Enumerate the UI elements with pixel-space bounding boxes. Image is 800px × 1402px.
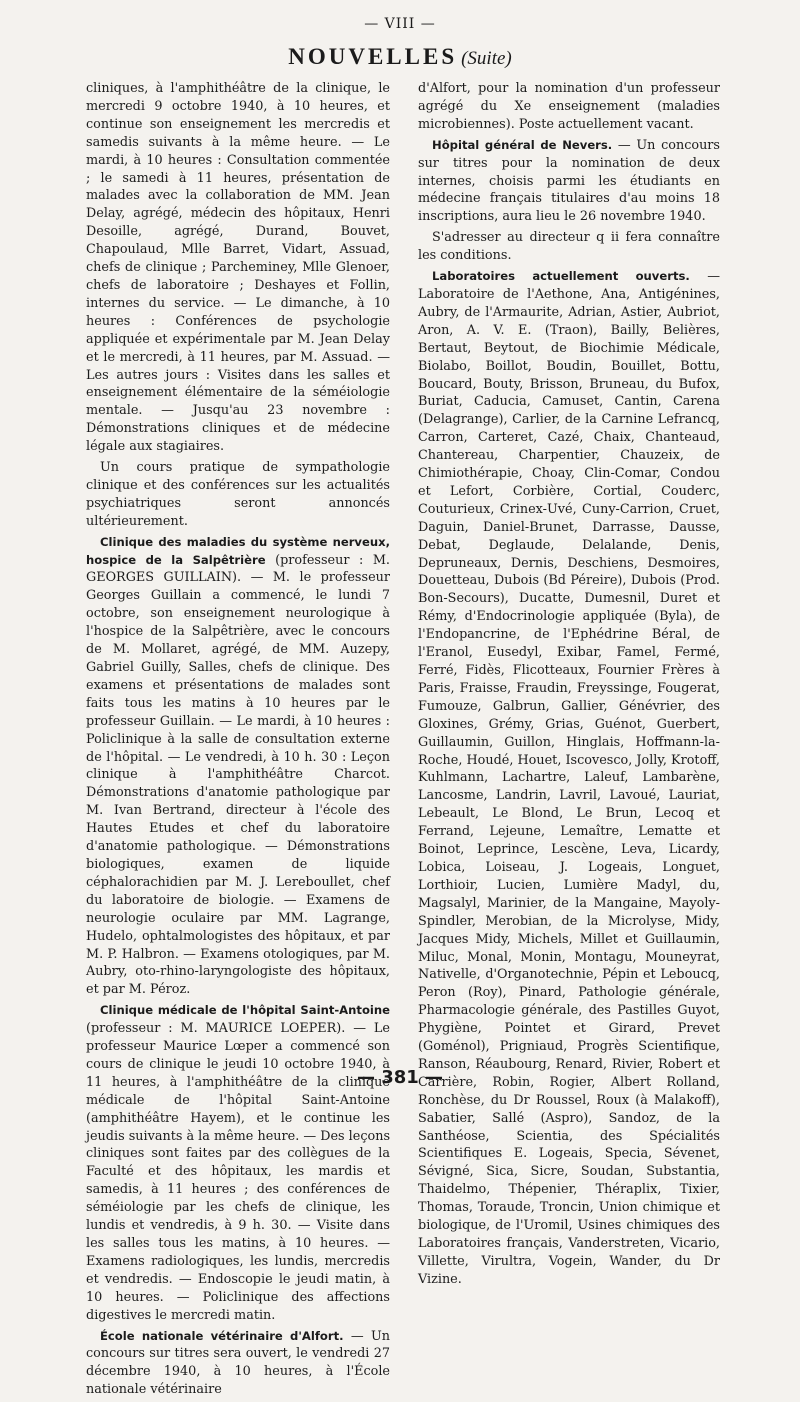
paragraph: d'Alfort, pour la nomination d'un professeur agrégé du Xe enseignement (maladies microbiennes). Poste actuellement vacant. [418, 81, 720, 132]
title-main: NOUVELLES [288, 44, 458, 69]
title-suite: (Suite) [461, 48, 512, 69]
section-heading: Clinique des maladies du système nerveux, hospice de la Salpêtrière [86, 534, 390, 567]
section-heading: Laboratoires actuellement ouverts. [432, 269, 690, 284]
left-column [86, 80, 390, 1402]
section-paragraph [86, 1002, 390, 1324]
paragraph: cliniques, à l'amphithéâtre de la clinique, le mercredi 9 octobre 1940, à 10 heures, et continue son enseignement les mercredis et samedis suivants à la même heure. — Le mardi, à 10 heures : Consultation commentée ; le samedi à 11 heures, présentation de malades avec la collaboration de MM. Jean Delay, agrégé, médecin des hôpitaux, Henri Desoille, agrégé, Durand, Bouvet, Chapoulaud, Mlle Barret, Vidart, Assuad, chefs de clinique ; Parcheminey, Mlle Glenoer, chefs de laboratoire ; Deshayes et Follin, internes du service. — Le dimanche, à 10 heures : Conférences de psychologie appliquée et expérimentale par M. Jean Delay et le mercredi, à 11 heures, par M. Assuad. — Les autres jours : Visites dans les salles et enseignement élémentaire de la séméiologie mentale. — Jusqu'au 23 novembre : Démonstrations cliniques et de médecine légale aux stagiaires. [86, 81, 390, 455]
paragraph: Un cours pratique de sympathologie clinique et des conférences sur les actualités psychiatriques seront annoncés ultérieurement. [86, 460, 390, 529]
section-paragraph [86, 534, 390, 1000]
section-paragraph [418, 268, 720, 1289]
section-body: — Laboratoire de l'Aethone, Ana, Antigénines, Aubry, de l'Armaurite, Adrian, Astier, Aubriot, Aron, A. V. E. (Traon), Bailly, Belières, Bertaut, Beytout, de Biochimie Médicale, Biolabo, Boillot, Boudin, Bouillet, Bottu, Boucard, Bouty, Brisson, Bruneau, du Bufox, Buriat, Caducia, Camuset, Cantin, Carena (Delagrange), Carlier, de la Carnine Lefrancq, Carron, Carteret, Cazé, Chaix, Chanteaud, Chantereau, Charpentier, Chauzeix, de Chimiothérapie, Choay, Clin-Comar, Condou et Lefort, Corbière, Cortial, Couderc, Couturieux, Crinex-Uvé, Cuny-Carrion, Cruet, Daguin, Daniel-Brunet, Darrasse, Dausse, Debat, Deglaude, Delalande, Denis, Depruneaux, Dernis, Deschiens, Desmoires, Douetteau, Dubois (Bd Péreire), Dubois (Prod. Bon-Secours), Ducatte, Dumesnil, Duret et Rémy, d'Endocrinologie appliquée (Byla), de l'Endopancrine, de l'Ephédrine Béral, de l'Eranol, Eusedyl, Exibar, Famel, Fermé, Ferré, Fidès, Flicotteaux, Fournier Frères à Paris, Fraisse, Fraudin, Freyssinge, Fougerat, Fumouze, Galbrun, Gallier, Génévrier, des Gloxines, Grémy, Grias, Guénot, Guerbert, Guillaumin, Guillon, Hinglais, Hoffmann-la-Roche, Houdé, Houet, Iscovesco, Jolly, Krotoff, Kuhlmann, Lachartre, Laleuf, Lambarène, Lancosme, Landrin, Lavril, Lavoué, Lauriat, Lebeault, Le Blond, Le Brun, Lecoq et Ferrand, Lejeune, Lemaître, Lematte et Boinot, Leprince, Lescène, Leva, Licardy, Lobica, Loiseau, J. Logeais, Longuet, Lorthioir, Lucien, Lumière Madyl, du, Magsalyl, Marinier, de la Mangaine, Mayoly-Spindler, Merobian, de la Microlyse, Midy, Jacques Midy, Michels, Millet et Guillaumin, Miluc, Monal, Monin, Montagu, Mouneyrat, Nativelle, d'Organotechnie, Pépin et Leboucq, Peron (Roy), Pinard, Pathologie générale, Pharmacologie générale, des Pastilles Guyot, Phygiène, Pointet et Girard, Prevet (Goménol), Prigniaud, Progrès Scientifique, Ranson, Réaubourg, Renard, Rivier, Robert et Carrière, Robin, Rogier, Albert Rolland, Ronchèse, du Dr Roussel, Roux (à Malakoff), Sabatier, Sallé (Aspro), Sandoz, de la Santhéose, Scientia, des Spécialités Scientifiques E. Logeais, Specia, Sévenet, Sévigné, Sica, Sicre, Soudan, Substantia, Thaidelmo, Thépenier, Théraplix, Tixier, Thomas, Toraude, Troncin, Union chimique et biologique, de l'Uromil, Usines chimiques des Laboratoires français, Vanderstreten, Vicario, Villette, Virultra, Vogein, Wander, du Dr Vizine. [418, 269, 720, 1287]
section-body: (professeur : M. MAURICE LOEPER). — Le professeur Maurice Lœper a commencé son cours de clinique le jeudi 10 octobre 1940, à 11 heures, à l'amphithéâtre de la clinique médicale de l'hôpital Saint-Antoine (amphithéâtre Hayem), et le continue les jeudis suivants à la même heure. — Des leçons cliniques sont faites par des collègues de la Faculté et des hôpitaux, les mardis et samedis, à 11 heures ; des conférences de séméiologie par les chefs de clinique, les lundis et vendredis, à 9 h. 30. — Visite dans les salles tous les matins, à 10 heures. — Examens radiologiques, les lundis, mercredis et vendredis. — Endoscopie le jeudi matin, à 10 heures. — Policlinique des affections digestives le mercredi matin. [86, 1021, 391, 1323]
page-title [0, 44, 800, 70]
section-body: — Un concours sur titres sera ouvert, le vendredi 27 décembre 1940, à 10 heures, à l'École nationale vétérinaire [86, 1328, 390, 1398]
right-column [418, 80, 720, 1292]
paragraph: S'adresser au directeur q ii fera connaître les conditions. [418, 230, 720, 264]
section-heading: Clinique médicale de l'hôpital Saint-Antoine [100, 1003, 390, 1018]
section-body: — Un concours sur titres pour la nomination de deux internes, choisis parmi les étudiants en médecine français titulaires d'au moins 18 inscriptions, aura lieu le 26 novembre 1940. [418, 137, 720, 225]
page-roman-numeral: — VIII — [364, 16, 436, 32]
section-paragraph [418, 137, 720, 227]
section-heading: École nationale vétérinaire d'Alfort. [100, 1328, 344, 1343]
section-heading: Hôpital général de Nevers. [432, 137, 613, 152]
section-body: (professeur : M. GEORGES GUILLAIN). — M. le professeur Georges Guillain a commencé, le lundi 7 octobre, son enseignement neurologique à l'hospice de la Salpêtrière, avec le concours de M. Mollaret, agrégé, de MM. Auzepy, Gabriel Guilly, Salles, chefs de clinique. Des examens et présentations de malades sont faits tous les matins à 10 heures par le professeur Guillain. — Le mardi, à 10 heures : Policlinique à la salle de consultation externe de l'hôpital. — Le vendredi, à 10 h. 30 : Leçon clinique à l'amphithéâtre Charcot. Démonstrations d'anatomie pathologique par M. Ivan Bertrand, directeur à l'école des Hautes Etudes et chef du laboratoire d'anatomie pathologique. — Démonstrations biologiques, examen de liquide céphalorachidien par M. J. Lereboullet, chef du laboratoire de biologie. — Examens de neurologie oculaire par MM. Lagrange, Hudelo, ophtalmologistes des hôpitaux, et par M. P. Halbron. — Examens otologiques, par M. Aubry, oto-rhino-laryngologiste des hôpitaux, et par M. Péroz. [86, 552, 391, 998]
page-number: — 381 — [356, 1067, 444, 1088]
section-paragraph [86, 1328, 390, 1400]
